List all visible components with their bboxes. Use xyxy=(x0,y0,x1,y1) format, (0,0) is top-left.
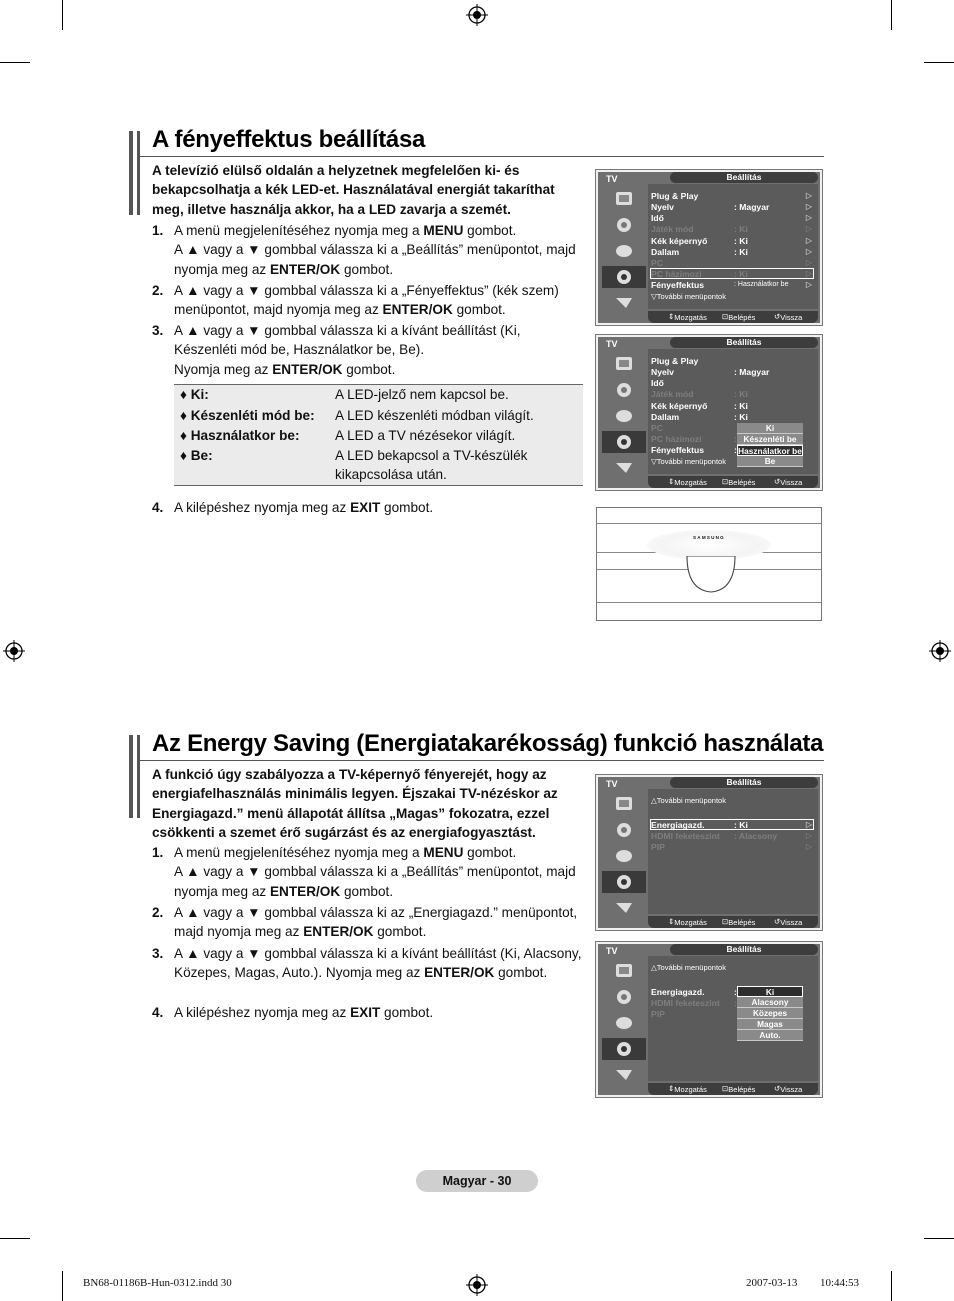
page-number: Magyar - 30 xyxy=(416,1170,538,1192)
input-icon xyxy=(602,457,646,479)
picture-icon xyxy=(602,353,646,375)
osd-footer: ⇕ Mozgatás ⊡ Belépés ↺ Vissza xyxy=(648,311,818,323)
options-table: ♦ Ki: A LED-jelző nem kapcsol be. ♦ Készenléti mód be: A LED készenléti módban világít. ♦ Használatkor be: A LED a TV nézésekor világít. ♦ Be: A LED bekapcsol a TV-készülék kikapcsolása után. xyxy=(174,384,583,486)
registration-mark-icon xyxy=(466,4,488,26)
picture-icon xyxy=(602,793,646,815)
crop-mark xyxy=(62,1271,63,1301)
crop-mark xyxy=(891,1271,892,1301)
sound-icon xyxy=(602,214,646,236)
osd-screen: TV Beállítás △További menüpontok Energiagazd. : HDMI feketeszint : PIP Ki Alacsony Közepes Magas Auto. ⇕ Mozgatás ⊡ Belépés ↺ Vissza xyxy=(595,941,823,1098)
dropdown-option[interactable]: Alacsony xyxy=(737,997,803,1008)
registration-mark-icon xyxy=(3,640,25,662)
osd-title: Beállítás xyxy=(670,777,818,788)
dropdown-option[interactable]: Be xyxy=(737,456,803,467)
channel-icon xyxy=(602,845,646,867)
crop-mark xyxy=(924,62,954,63)
channel-icon xyxy=(602,240,646,262)
osd-screen: TV Beállítás Plug & Play Nyelv : Magyar Idő Játék mód : Ki Kék képernyő : Ki Dallam : Ki PC PC házimozi : Fényeffektus : ▽További menüpontok Ki Készenléti be Használatkor be Be ⇕ Mozgatás ⊡ Belépés ↺ Vissza xyxy=(595,334,823,491)
osd-screen: TV Beállítás △További menüpontok Energiagazd. : Ki ▷ HDMI feketeszint : Alacsony ▷ PIP ▷ ⇕ Mozgatás ⊡ Belépés ↺ Vissza xyxy=(595,774,823,931)
setup-gear-icon xyxy=(602,266,646,288)
osd-footer: ⇕ Mozgatás ⊡ Belépés ↺ Vissza xyxy=(648,476,818,488)
osd-footer: ⇕ Mozgatás ⊡ Belépés ↺ Vissza xyxy=(648,1083,818,1095)
led-illustration xyxy=(596,507,822,621)
picture-icon xyxy=(602,960,646,982)
channel-icon xyxy=(602,1012,646,1034)
registration-mark-icon xyxy=(466,1274,488,1296)
led-lamp-icon xyxy=(683,556,739,596)
section-title: A fényeffektus beállítása xyxy=(152,126,426,153)
input-icon xyxy=(602,1064,646,1086)
dropdown-option[interactable]: Ki xyxy=(737,423,803,434)
osd-title: Beállítás xyxy=(670,172,818,183)
input-icon xyxy=(602,897,646,919)
osd-highlight xyxy=(650,819,814,830)
sound-icon xyxy=(602,819,646,841)
section-intro: A funkció úgy szabályozza a TV-képernyő fényerejét, hogy az energiafelhasználás minimális legyen. Éjszakai TV-nézéskor az Energiagazd.” menü állapotát állítsa „Magas” fokozatra, ezzel csökkenti a szemet érő sugárzást és az energiafogyasztást. xyxy=(152,767,558,840)
section-intro: A televízió elülső oldalán a helyzetnek megfelelően ki- és bekapcsolhatja a kék LED-et. Használatával energiát takaríthat meg, illetve használja akkor, ha a LED zavarja a szemét. xyxy=(152,163,555,217)
crop-mark xyxy=(0,1238,30,1239)
light-effect-dropdown xyxy=(737,423,803,467)
dropdown-option[interactable]: Auto. xyxy=(737,1030,803,1041)
osd-screen: TV Beállítás Plug & Play ▷ Nyelv : Magyar ▷ Idő ▷ Játék mód : Ki ▷ Kék képernyő : Ki ▷ Dallam : Ki ▷ PC ▷ PC házimozi : Ki ▷ Fényeffektus : Használatkor be ▷ ▽További menüpontok ⇕ Mozgatás ⊡ Belépés ↺ Vissza xyxy=(595,169,823,326)
setup-gear-icon xyxy=(602,1038,646,1060)
heading-rule xyxy=(140,760,824,761)
heading-bar xyxy=(137,131,140,215)
print-date: 2007-03-13 ￿￿ 10:44:53 xyxy=(746,1277,860,1289)
dropdown-option-selected[interactable]: Ki xyxy=(737,986,803,997)
channel-icon xyxy=(602,405,646,427)
heading-bar xyxy=(129,131,133,215)
setup-gear-icon xyxy=(602,871,646,893)
registration-mark-icon xyxy=(929,640,951,662)
picture-icon xyxy=(602,188,646,210)
section-title: Az Energy Saving (Energiatakarékosság) funkció használata xyxy=(152,730,824,757)
sound-icon xyxy=(602,986,646,1008)
dropdown-option[interactable]: Magas xyxy=(737,1019,803,1030)
osd-title: Beállítás xyxy=(670,337,818,348)
file-name: BN68-01186B-Hun-0312.indd 30 xyxy=(83,1277,232,1289)
heading-rule xyxy=(140,156,824,157)
crop-mark xyxy=(924,1238,954,1239)
dropdown-option[interactable]: Közepes xyxy=(737,1008,803,1019)
sound-icon xyxy=(602,379,646,401)
osd-highlight xyxy=(650,268,814,279)
heading-bar xyxy=(129,735,133,818)
dropdown-option-selected[interactable]: Használatkor be xyxy=(738,446,802,456)
dropdown-option[interactable]: Készenléti be xyxy=(737,434,803,445)
osd-title: Beállítás xyxy=(670,944,818,955)
energy-dropdown xyxy=(737,986,803,1041)
crop-mark xyxy=(891,0,892,30)
crop-mark xyxy=(62,0,63,30)
setup-gear-icon xyxy=(602,431,646,453)
crop-mark xyxy=(0,62,30,63)
input-icon xyxy=(602,292,646,314)
heading-bar xyxy=(137,735,140,818)
brand-logo: SAMSUNG xyxy=(693,535,725,540)
osd-footer: ⇕ Mozgatás ⊡ Belépés ↺ Vissza xyxy=(648,916,818,928)
